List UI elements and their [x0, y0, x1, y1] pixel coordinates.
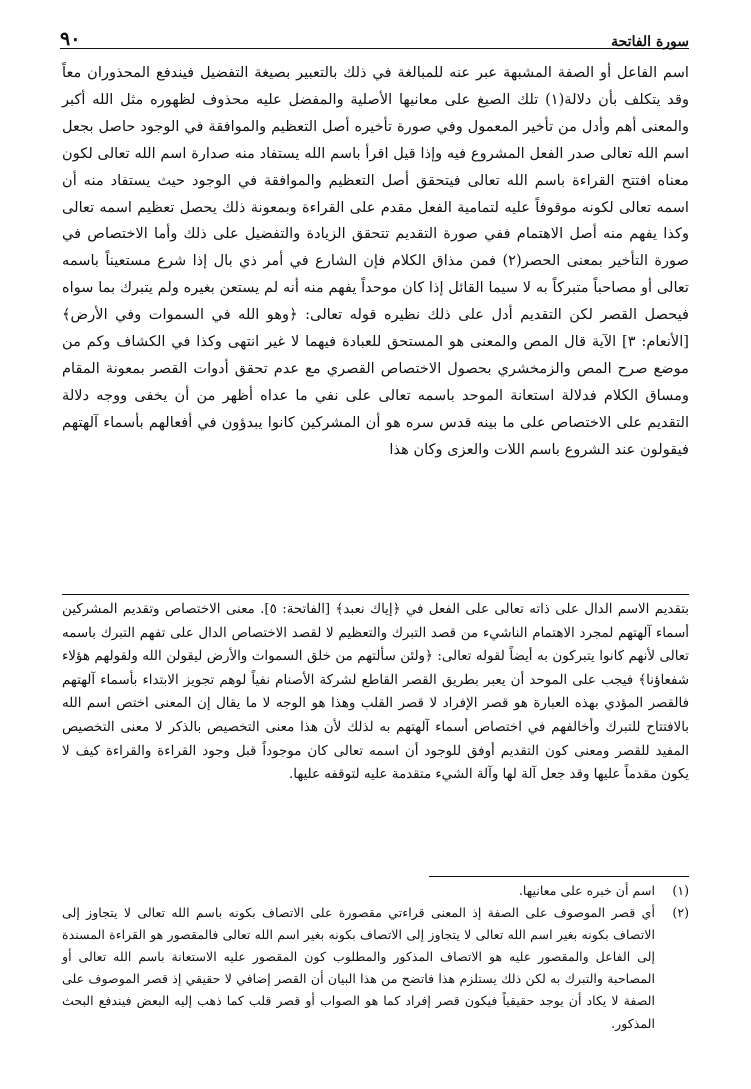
footnote-item [62, 880, 689, 902]
main-text-block [62, 60, 689, 464]
footnote-number: (٢) [672, 905, 689, 921]
main-paragraph: اسم الفاعل أو الصفة المشبهة عبر عنه للمبالغة في ذلك بالتعبير بصيغة التفضيل فيندفع المحذوران معاً وقد يتكلف بأن دلالة(١) تلك الصيغ على معانيها الأصلية والمفضل عليه محذوف لظهوره مثل الله أكبر والمعنى أهم وأدل من تأخير المعمول وفي صورة تأخيره أصل التعظيم والموافقة في الوجود حاصل بجعل اسم الله تعالى صدر الفعل المشروع فيه وإذا قيل اقرأ باسم الله يستفاد منه صدارة اسم الله تعالى لكون معناه افتتح القراءة باسم الله تعالى فيتحقق أصل التعظيم والموافقة في الوجود حيث يستفاد منه أن اسمه تعالى لكونه موقوفاً عليه لتمامية الفعل مقدم على القراءة وبمعونة ذلك يحصل تعظيم اسمه تعالى وكذا يفهم منه أصل الاهتمام ففي صورة التقديم تتحقق الزيادة والتفضيل على ذلك وأما الاختصاص في صورة التأخير بمعنى الحصر(٢) فمن مذاق الكلام فإن الشارع في أمر ذي بال إذا شرع مستعيناً باسمه تعالى أو مصاحباً متبركاً به لا سيما القائل إذا كان موحداً يفهم منه أنه لم يستعن بغيره ولم يتبرك بما سواه فيحصل القصر لكن التقديم أدل على ذلك نظيره قوله تعالى: ﴿وهو الله في السموات وفي الأرض﴾ [الأنعام: ٣] الآية قال المص والمعنى هو المستحق للعبادة فيهما لا غير انتهى وكذا في الكشاف وكم من موضع صرح المص والزمخشري بحصول الاختصاص القصري مع عدم تحقق أدوات القصر بمعونة المقام ومساق الكلام فدلالة استعانة الموحد باسمه تعالى على نفي ما عداه أظهر من أن يخفى ووجه دلالة التقديم على الاختصاص على ما بينه قدس سره هو أن المشركين كانوا يبدؤون في أفعالهم بأسماء آلهتهم فيقولون عند الشروع باسم اللات والعزى وكان هذا [62, 64, 689, 458]
header-divider [60, 48, 689, 49]
footnotes-block [62, 880, 689, 1035]
footnote-text: اسم أن خبره على معانيها. [518, 883, 655, 898]
footnote-text: أي قصر الموصوف على الصفة إذ المعنى قراءتي مقصورة على الاتصاف بكونه باسم الله تعالى لا يتجاوز إلى الاتصاف بكونه بغير اسم الله تعالى لا يتجاوز إلى الاتصاف بكونه بغير اسم الله تعالى فالمقصور هو القراءة المسندة إلى الفاعل والمقصور عليه هو الاتصاف المذكور والمطلوب كون المقصور عليه الاستعانة باسم الله تعالى أو المصاحبة والتبرك به لكن ذلك يستلزم هذا فاتضح من هذا البيان أن القصر إضافي لا حقيقي إذ قصر الموصوف على الصفة لا يكاد أن يوجد حقيقياً فيكون قصر إفراد كما هو الصواب أو قصر قلب كما ذهب إليه البعض فيندفع البحث المذكور. [62, 905, 655, 1031]
footnote-number: (١) [672, 883, 689, 898]
running-title: سورة الفاتحة [611, 34, 689, 50]
commentary-block [62, 598, 689, 787]
commentary-divider [62, 594, 689, 595]
footnote-divider [429, 876, 689, 877]
commentary-paragraph: بتقديم الاسم الدال على ذاته تعالى على الفعل في ﴿إياك نعبد﴾ [الفاتحة: ٥]. معنى الاختصاص وتقديم المشركين أسماء آلهتهم لمجرد الاهتمام الناشيء من قصد التبرك والتعظيم لا لقصد الاختصاص الدال على تفهم التبرك باسمه تعالى لأنهم كانوا يتبركون به أيضاً لقوله تعالى: ﴿ولئن سألتهم من خلق السموات والأرض ليقولن الله ولقولهم هؤلاء شفعاؤنا﴾ فيجب على الموحد أن يعبر بطريق القصر القاطع لشركة الأصنام نفياً لوهم تجويز الابتداء بأسماء آلهتهم فالقصر المؤدي بهذه العبارة هو قصر الإفراد لا قصر القلب وهذا هو الوجه لا ما يقال إن المعنى اختص اسم الله بالافتتاح للتبرك وأخالفهم في اختصاص أسماء آلهتهم به لذلك لأن هذا معنى التخصيص بالذكر لا معنى التخصيص المفيد للقصر ومعنى كون التقديم أوفق للوجود أن اسمه تعالى كان موجوداً قبل وجود القراءة والقراءة كيف لا يكون مقدماً عليها وقد جعل آلة لها وآلة الشيء متقدمة عليه لتوقفه عليها. [62, 602, 689, 783]
page-header [60, 22, 689, 50]
page-number: ٩٠ [60, 28, 81, 50]
footnote-item [62, 902, 689, 1035]
